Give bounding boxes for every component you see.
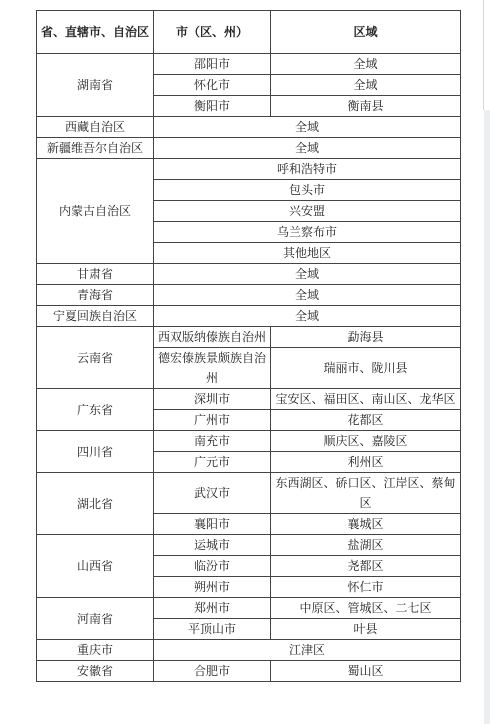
city-cell: 怀化市 bbox=[154, 75, 271, 96]
city-cell: 广州市 bbox=[154, 410, 271, 431]
table-row bbox=[37, 285, 461, 306]
table-row bbox=[37, 598, 461, 619]
province-cell: 内蒙古自治区 bbox=[37, 159, 154, 264]
province-cell: 宁夏回族自治区 bbox=[37, 306, 154, 327]
area-cell: 顺庆区、嘉陵区 bbox=[271, 431, 461, 452]
area-cell: 全域 bbox=[154, 117, 461, 138]
province-cell: 四川省 bbox=[37, 431, 154, 473]
area-cell: 全域 bbox=[154, 306, 461, 327]
city-cell: 广元市 bbox=[154, 452, 271, 473]
area-cell: 兴安盟 bbox=[154, 201, 461, 222]
area-cell: 全域 bbox=[154, 264, 461, 285]
area-cell: 宝安区、福田区、南山区、龙华区 bbox=[271, 389, 461, 410]
table-row bbox=[37, 640, 461, 661]
area-cell: 东西湖区、硚口区、江岸区、蔡甸区 bbox=[271, 473, 461, 514]
province-cell: 河南省 bbox=[37, 598, 154, 640]
city-cell: 南充市 bbox=[154, 431, 271, 452]
area-cell: 花都区 bbox=[271, 410, 461, 431]
table-row bbox=[37, 306, 461, 327]
header-city: 市（区、州） bbox=[154, 11, 271, 54]
scrollbar-edge bbox=[483, 0, 490, 110]
area-cell: 中原区、管城区、二七区 bbox=[271, 598, 461, 619]
table-row bbox=[37, 117, 461, 138]
area-cell: 呼和浩特市 bbox=[154, 159, 461, 180]
city-cell: 郑州市 bbox=[154, 598, 271, 619]
area-cell: 全域 bbox=[154, 285, 461, 306]
header-province: 省、直辖市、自治区 bbox=[37, 11, 154, 54]
province-cell: 山西省 bbox=[37, 535, 154, 598]
area-cell: 蜀山区 bbox=[271, 661, 461, 682]
area-cell: 江津区 bbox=[154, 640, 461, 661]
table-row bbox=[37, 159, 461, 180]
province-cell: 湖北省 bbox=[37, 473, 154, 535]
city-cell: 德宏傣族景颇族自治州 bbox=[154, 348, 271, 389]
table-row bbox=[37, 661, 461, 682]
area-cell: 全域 bbox=[271, 75, 461, 96]
area-cell: 叶县 bbox=[271, 619, 461, 640]
province-cell: 甘肃省 bbox=[37, 264, 154, 285]
table-row bbox=[37, 431, 461, 452]
table-row bbox=[37, 54, 461, 75]
province-cell: 云南省 bbox=[37, 327, 154, 389]
city-cell: 临汾市 bbox=[154, 556, 271, 577]
table-row bbox=[37, 327, 461, 348]
province-cell: 广东省 bbox=[37, 389, 154, 431]
province-cell: 湖南省 bbox=[37, 54, 154, 117]
province-cell: 青海省 bbox=[37, 285, 154, 306]
city-cell: 邵阳市 bbox=[154, 54, 271, 75]
area-cell: 其他地区 bbox=[154, 243, 461, 264]
city-cell: 深圳市 bbox=[154, 389, 271, 410]
area-cell: 怀仁市 bbox=[271, 577, 461, 598]
area-cell: 尧都区 bbox=[271, 556, 461, 577]
city-cell: 衡阳市 bbox=[154, 96, 271, 117]
area-cell: 全域 bbox=[154, 138, 461, 159]
table-row bbox=[37, 264, 461, 285]
area-cell: 襄城区 bbox=[271, 514, 461, 535]
area-cell: 全域 bbox=[271, 54, 461, 75]
city-cell: 西双版纳傣族自治州 bbox=[154, 327, 271, 348]
city-cell: 运城市 bbox=[154, 535, 271, 556]
area-cell: 包头市 bbox=[154, 180, 461, 201]
table-row bbox=[37, 535, 461, 556]
area-cell: 利州区 bbox=[271, 452, 461, 473]
table-row bbox=[37, 389, 461, 410]
province-cell: 安徽省 bbox=[37, 661, 154, 682]
area-cell: 乌兰察布市 bbox=[154, 222, 461, 243]
header-area: 区域 bbox=[271, 11, 461, 54]
region-table bbox=[36, 10, 461, 682]
table-row bbox=[37, 473, 461, 514]
province-cell: 重庆市 bbox=[37, 640, 154, 661]
city-cell: 合肥市 bbox=[154, 661, 271, 682]
area-cell: 勐海县 bbox=[271, 327, 461, 348]
province-cell: 西藏自治区 bbox=[37, 117, 154, 138]
table-header-row bbox=[37, 11, 461, 54]
city-cell: 武汉市 bbox=[154, 473, 271, 514]
table-row bbox=[37, 138, 461, 159]
city-cell: 朔州市 bbox=[154, 577, 271, 598]
city-cell: 平顶山市 bbox=[154, 619, 271, 640]
city-cell: 襄阳市 bbox=[154, 514, 271, 535]
area-cell: 衡南县 bbox=[271, 96, 461, 117]
area-cell: 瑞丽市、陇川县 bbox=[271, 348, 461, 389]
province-cell: 新疆维吾尔自治区 bbox=[37, 138, 154, 159]
area-cell: 盐湖区 bbox=[271, 535, 461, 556]
